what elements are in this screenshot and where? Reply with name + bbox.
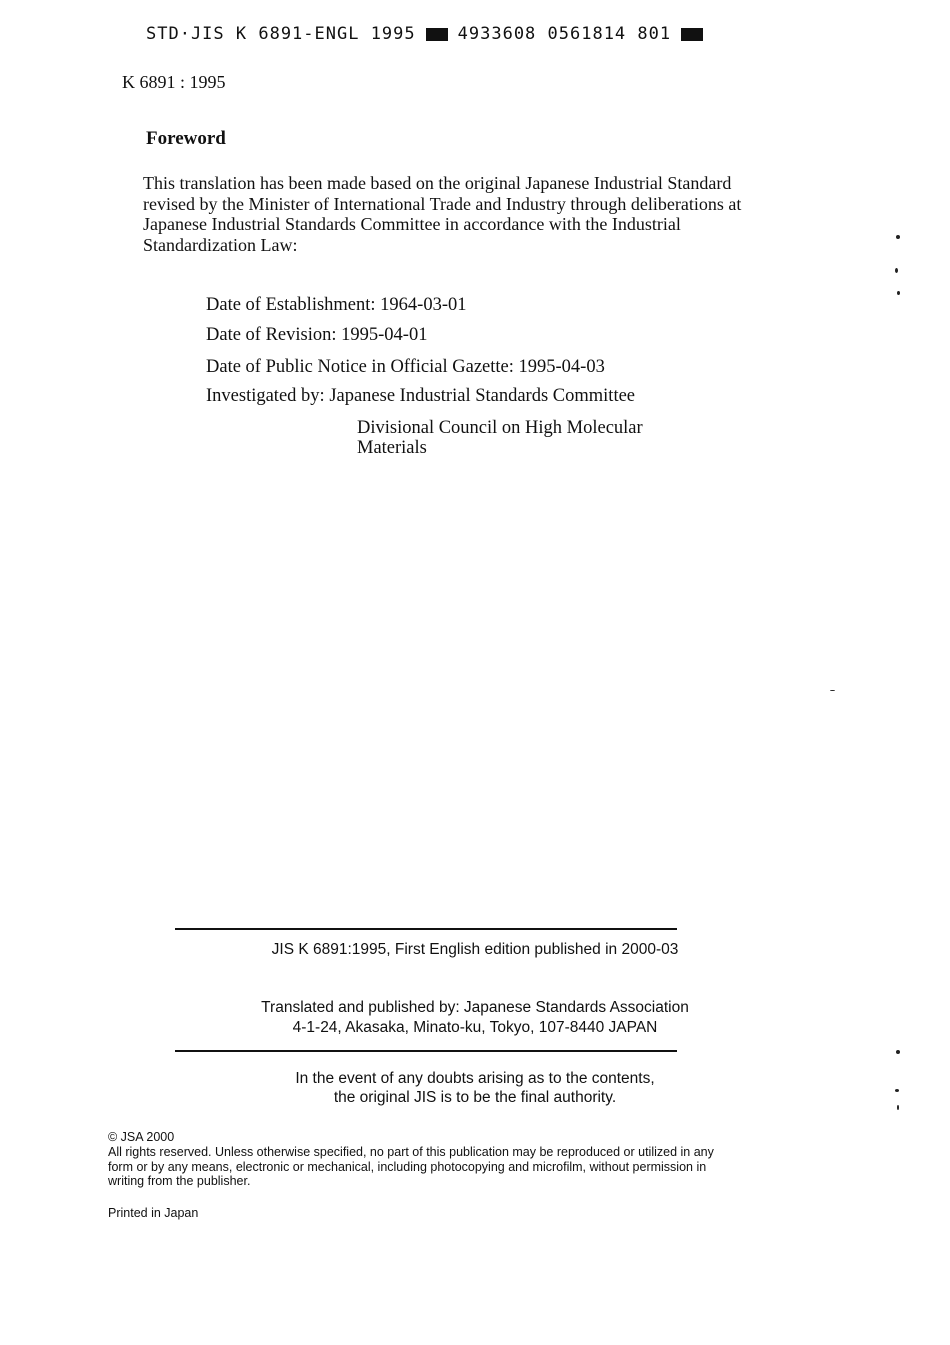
revision-value: 1995-04-01 (341, 325, 428, 345)
establishment-value: 1964-03-01 (380, 295, 467, 315)
revision-label: Date of Revision: (206, 325, 337, 345)
investigated-value-continued: Divisional Council on High Molecular Materials (357, 418, 643, 458)
doubts-line-1: In the event of any doubts arising as to the contents, (295, 1070, 655, 1087)
scan-speck (896, 235, 900, 239)
published-by: Translated and published by: Japanese Standards Association (261, 999, 689, 1016)
notice-label: Date of Public Notice in Official Gazette: (206, 357, 514, 377)
edition-line: JIS K 6891:1995, First English edition published in 2000-03 (271, 941, 679, 958)
printed-in: Printed in Japan (108, 1206, 199, 1220)
authority-note (0, 1069, 950, 1107)
divider-bottom (175, 1050, 677, 1052)
document-id-right: 4933608 0561814 801 (457, 24, 672, 44)
scan-speck (896, 1050, 900, 1054)
scan-speck (897, 291, 900, 295)
scan-speck (897, 1105, 899, 1110)
date-of-revision (206, 325, 427, 346)
divider-top (175, 928, 677, 930)
scan-speck (895, 268, 898, 273)
publisher-address: 4-1-24, Akasaka, Minato-ku, Tokyo, 107-8440 JAPAN (292, 1019, 658, 1036)
document-id-header (146, 24, 703, 44)
copyright-notice: © JSA 2000 (108, 1130, 175, 1144)
foreword-body: This translation has been made based on the original Japanese Industrial Standard revised by the Minister of International Trade and Industry through deliberations at Japanese Industrial Standards Committee in accordance with the Industrial Standardization Law: (143, 173, 742, 255)
black-block-mark (426, 28, 448, 41)
rights-statement: All rights reserved. Unless otherwise specified, no part of this publication may be reproduced or utilized in any form or by any means, electronic or mechanical, including photocopying and microfilm, without permission in writing from the publisher. (108, 1145, 714, 1188)
scan-speck (895, 1089, 899, 1092)
document-id-left: STD·JIS K 6891-ENGL 1995 (146, 24, 416, 44)
standard-number: K 6891 : 1995 (122, 72, 226, 92)
investigated-label: Investigated by: (206, 386, 325, 406)
doubts-line-2: the original JIS is to be the final authority. (333, 1089, 617, 1106)
scan-speck (830, 690, 835, 691)
foreword-title: Foreword (146, 128, 226, 149)
investigated-by (206, 386, 635, 407)
investigated-value: Japanese Industrial Standards Committee (329, 386, 636, 406)
notice-value: 1995-04-03 (518, 357, 605, 377)
date-of-public-notice (206, 357, 605, 378)
black-block-mark (681, 28, 703, 41)
date-of-establishment (206, 295, 467, 316)
establishment-label: Date of Establishment: (206, 295, 376, 315)
publisher-block (0, 998, 950, 1038)
